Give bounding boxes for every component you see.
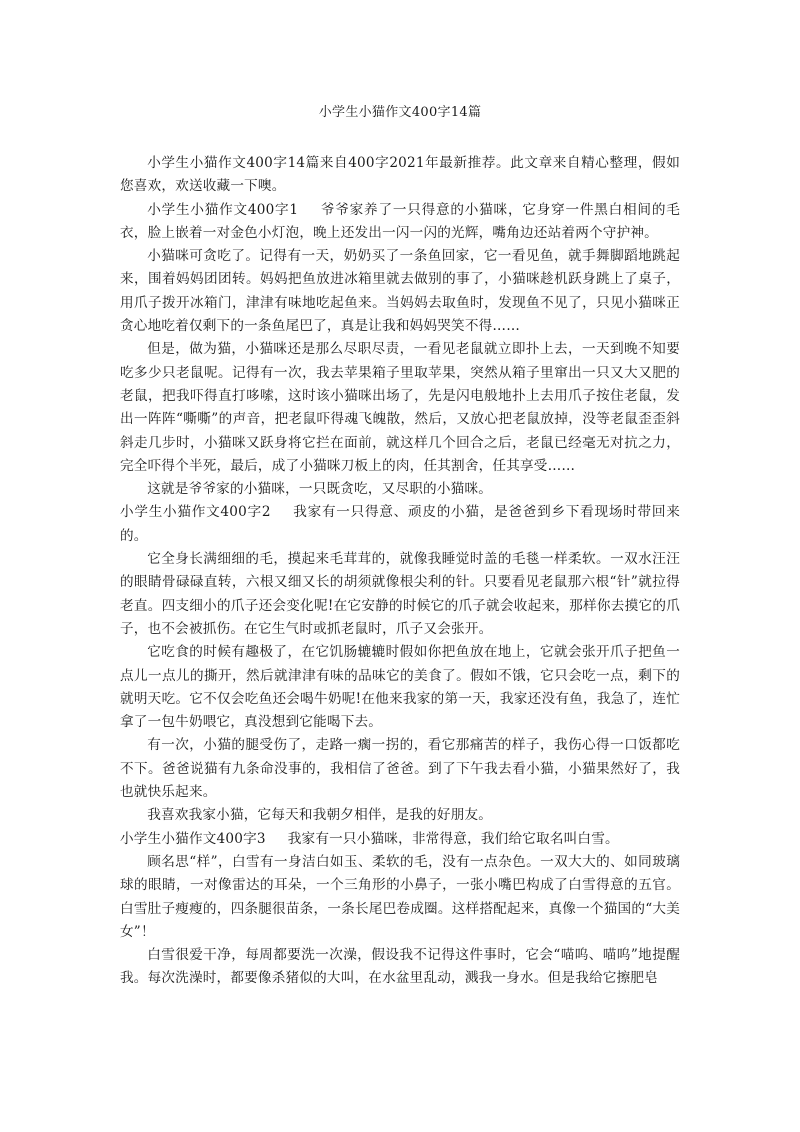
intro-paragraph: 小学生小猫作文400字14篇来自400字2021年最新推荐。此文章来自精心整理，假如您喜欢，欢送收藏一下噢。 xyxy=(120,155,680,195)
essay-3-paragraph-2: 顾名思“样”，白雪有一身洁白如玉、柔软的毛，没有一点杂色。一双大大的、如同玻璃球的眼睛，一对像雷达的耳朵，一个三角形的小鼻子，一张小嘴巴构成了白雪得意的五官。白雪肚子瘦瘦的，四条腿很苗条，一条长尾巴卷成圈。这样搭配起来，真像一个猫国的“大美女”！ xyxy=(120,853,680,940)
document-title: 小学生小猫作文400字14篇 xyxy=(318,105,482,120)
essay-2-paragraph-3: 它吃食的时候有趣极了，在它饥肠辘辘时假如你把鱼放在地上，它就会张开爪子把鱼一点儿一点儿的撕开，然后就津津有味的品味它的美食了。假如不饿，它只会吃一点，剩下的就明天吃。它不仅会吃鱼还会喝牛奶呢!在他来我家的第一天，我家还没有鱼，我急了，连忙拿了一包牛奶喂它，真没想到它能喝下去。 xyxy=(120,644,680,731)
essay-3-heading: 小学生小猫作文400字3 xyxy=(120,830,266,847)
essay-1-paragraph-3: 但是，做为猫，小猫咪还是那么尽职尽责，一看见老鼠就立即扑上去，一天到晚不知要吃多少只老鼠呢。记得有一次，我去苹果箱子里取苹果，突然从箱子里窜出一只又大又肥的老鼠，把我吓得直打哆嗦，这时该小猫咪出场了，先是闪电般地扑上去用爪子按住老鼠，发出一阵阵“嘶嘶”的声音，把老鼠吓得魂飞魄散，然后，又放心把老鼠放掉，没等老鼠歪歪斜斜走几步时，小猫咪又跃身将它拦在面前，就这样几个回合之后，老鼠已经毫无对抗之力，完全吓得个半死，最后，成了小猫咪刀板上的肉，任其割舍，任其享受…… xyxy=(120,341,680,474)
essay-2-paragraph-1: 我家有一只得意、顽皮的小猫，是爸爸到乡下看现场时带回来的。 xyxy=(120,504,680,544)
document-body xyxy=(120,152,680,991)
essay-2-first-paragraph xyxy=(120,501,680,548)
essay-2-heading: 小学生小猫作文400字2 xyxy=(120,504,271,521)
essay-3-paragraph-3: 白雪很爱干净，每周都要洗一次澡，假设我不记得这件事时，它会“喵呜、喵呜”地提醒我。每次洗澡时，都要像杀猪似的大叫，在水盆里乱动，溅我一身水。但是我给它擦肥皂 xyxy=(120,947,680,987)
essay-1-paragraph-2: 小猫咪可贪吃了。记得有一天，奶奶买了一条鱼回家，它一看见鱼，就手舞脚蹈地跳起来，围着妈妈团团转。妈妈把鱼放进冰箱里就去做别的事了，小猫咪趁机跃身跳上了桌子，用爪子拨开冰箱门，津津有味地吃起鱼来。当妈妈去取鱼时，发现鱼不见了，只见小猫咪正贪心地吃着仅剩下的一条鱼尾巴了，真是让我和妈妈哭笑不得…… xyxy=(120,248,680,335)
essay-1-first-paragraph xyxy=(120,199,680,246)
essay-1-heading: 小学生小猫作文400字1 xyxy=(147,201,299,218)
essay-2-paragraph-4: 有一次，小猫的腿受伤了，走路一瘸一拐的，看它那痛苦的样子，我伤心得一口饭都吃不下。爸爸说猫有九条命没事的，我相信了爸爸。到了下午我去看小猫，小猫果然好了，我也就快乐起来。 xyxy=(120,737,680,801)
essay-2-paragraph-5: 我喜欢我家小猫，它每天和我朝夕相伴，是我的好朋友。 xyxy=(147,807,493,824)
essay-3-first-paragraph xyxy=(120,828,680,851)
essay-3-paragraph-1: 我家有一只小猫咪，非常得意，我们给它取名叫白雪。 xyxy=(287,830,619,847)
essay-1-paragraph-1: 爷爷家养了一只得意的小猫咪，它身穿一件黑白相间的毛衣，脸上嵌着一对金色小灯泡，晚上还发出一闪一闪的光辉，嘴角边还站着两个守护神。 xyxy=(120,201,681,241)
essay-1-paragraph-4: 这就是爷爷家的小猫咪，一只既贪吃，又尽职的小猫咪。 xyxy=(147,481,493,498)
essay-2-paragraph-2: 它全身长满细细的毛，摸起来毛茸茸的，就像我睡觉时盖的毛毯一样柔软。一双水汪汪的眼睛骨碌碌直转，六根又细又长的胡须就像根尖利的针。只要看见老鼠那六根“针”就拉得老直。四支细小的爪子还会变化呢!在它安静的时候它的爪子就会收起来，那样你去摸它的爪子，也不会被抓伤。在它生气时或抓老鼠时，爪子又会张开。 xyxy=(120,551,680,637)
